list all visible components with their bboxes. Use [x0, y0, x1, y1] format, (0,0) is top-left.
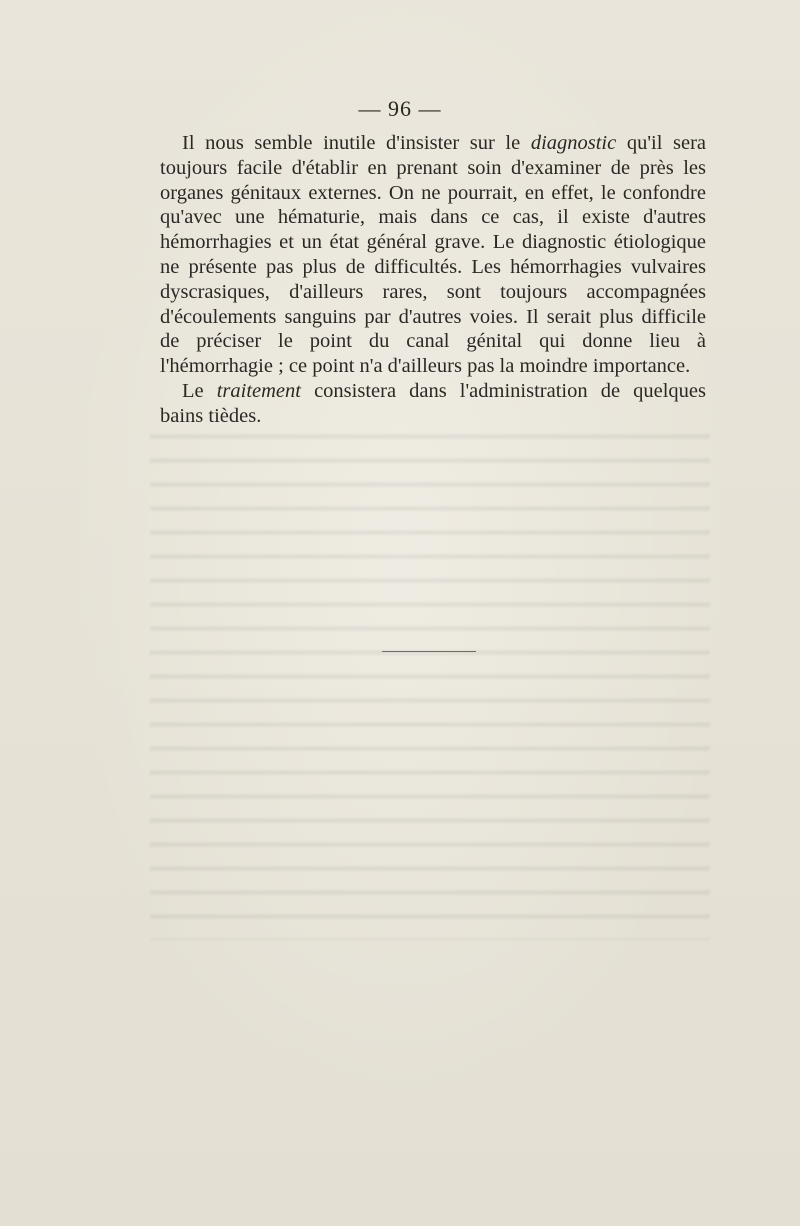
emphasis-traitement: traitement [216, 379, 301, 402]
section-divider-rule [382, 651, 476, 652]
emphasis-diagnostic: diagnostic [530, 132, 617, 154]
paragraph-text-after: qu'il sera toujours facile d'établir en prenant soin d'examiner de près les organes génitaux externes. On ne pourrait, en effet, le confondre qu'avec une hématurie, mais dans ce cas, il existe d'autres hémorrhagies et un état général grave. Le diagnostic étiologique ne présente pas plus de difficultés. Les hémorrhagies vulvaires dyscrasiques, d'ailleurs rares, sont toujours accompagnées d'écoulements sanguins par d'autres voies. Il serait plus difficile de préciser le point du canal génital qui donne lieu à l'hémorrhagie ; ce point n'a d'ailleurs pas la moindre importance. [160, 132, 706, 378]
paragraph-diagnostic [160, 131, 706, 379]
paragraph-text-before: Il nous semble inutile d'insister sur le [182, 132, 531, 154]
show-through-texture [150, 420, 710, 940]
page-number: — 96 — [358, 96, 442, 121]
paragraph-text-after: consistera dans l'administration de quelques bains tièdes. [160, 379, 706, 427]
paragraph-text-before: Le [182, 379, 217, 402]
body-text [160, 131, 706, 429]
paragraph-traitement [160, 379, 706, 429]
